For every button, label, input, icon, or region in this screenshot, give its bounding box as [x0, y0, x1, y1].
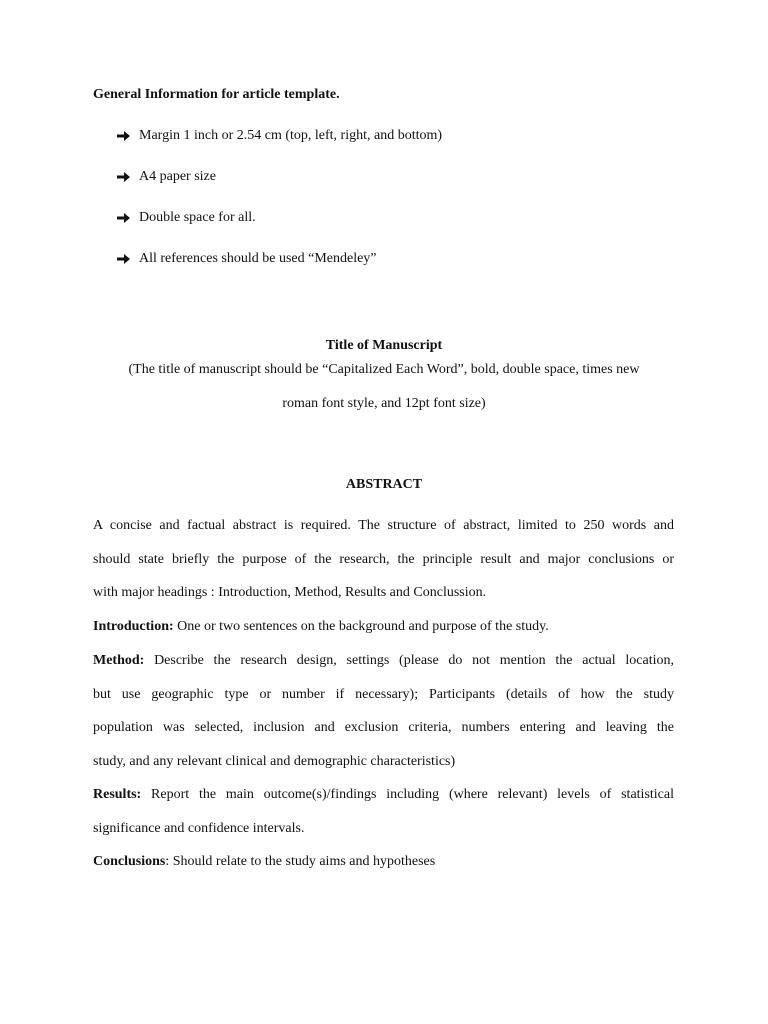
introduction-paragraph [93, 610, 674, 644]
bullet-item-margin [117, 128, 442, 144]
general-info-heading: General Information for article template. [93, 87, 340, 102]
paragraph-line [93, 845, 674, 879]
bullet-text: A4 paper size [139, 169, 216, 184]
conclusions-label: Conclusions [93, 854, 166, 869]
paragraph-line: population was selected, inclusion and exclusion criteria, numbers entering and leaving the [93, 720, 674, 735]
bullet-text: Double space for all. [139, 210, 256, 225]
paragraph-line: study, and any relevant clinical and demographic characteristics) [93, 753, 456, 769]
abstract-heading: ABSTRACT [345, 477, 423, 492]
results-paragraph [93, 778, 674, 845]
arrow-bullet-icon [117, 212, 139, 224]
bullet-item-references [117, 251, 377, 267]
arrow-bullet-icon [117, 171, 139, 183]
paragraph-line [93, 610, 674, 644]
paragraph-line: but use geographic type or number if necessary); Participants (details of how the study [93, 686, 674, 702]
title-note-line-1: (The title of manuscript should be “Capitalized Each Word”, bold, double space, times new [128, 362, 640, 377]
results-label: Results: [93, 787, 142, 802]
results-text: Report the main outcome(s)/findings including (where relevant) levels of statistical [141, 787, 674, 802]
arrow-bullet-icon [117, 130, 139, 142]
bullet-text: Margin 1 inch or 2.54 cm (top, left, right, and bottom) [139, 128, 443, 143]
method-text: Describe the research design, settings (please do not mention the actual location, [144, 653, 674, 668]
conclusions-paragraph [93, 845, 674, 879]
paragraph-line [93, 644, 674, 678]
paragraph-line: significance and confidence intervals. [93, 820, 305, 836]
bullet-text: All references should be used “Mendeley” [139, 251, 377, 266]
paragraph-line: should state briefly the purpose of the research, the principle result and major conclusions or [93, 551, 674, 567]
title-note-line-2: roman font style, and 12pt font size) [282, 396, 486, 411]
introduction-label: Introduction: [93, 619, 174, 634]
method-paragraph [93, 644, 674, 778]
arrow-bullet-icon [117, 253, 139, 265]
paragraph-line [93, 778, 674, 812]
paragraph-line: with major headings : Introduction, Method, Results and Conclussion. [93, 585, 487, 600]
manuscript-title: Title of Manuscript [325, 338, 443, 353]
bullet-item-spacing [117, 210, 256, 226]
introduction-text: One or two sentences on the background and purpose of the study. [173, 619, 549, 634]
paragraph-line: A concise and factual abstract is required. The structure of abstract, limited to 250 words and [93, 518, 674, 533]
conclusions-text: : Should relate to the study aims and hypotheses [165, 854, 436, 869]
method-label: Method: [93, 653, 145, 668]
abstract-intro-paragraph [93, 509, 674, 610]
bullet-item-paper-size [117, 169, 216, 185]
